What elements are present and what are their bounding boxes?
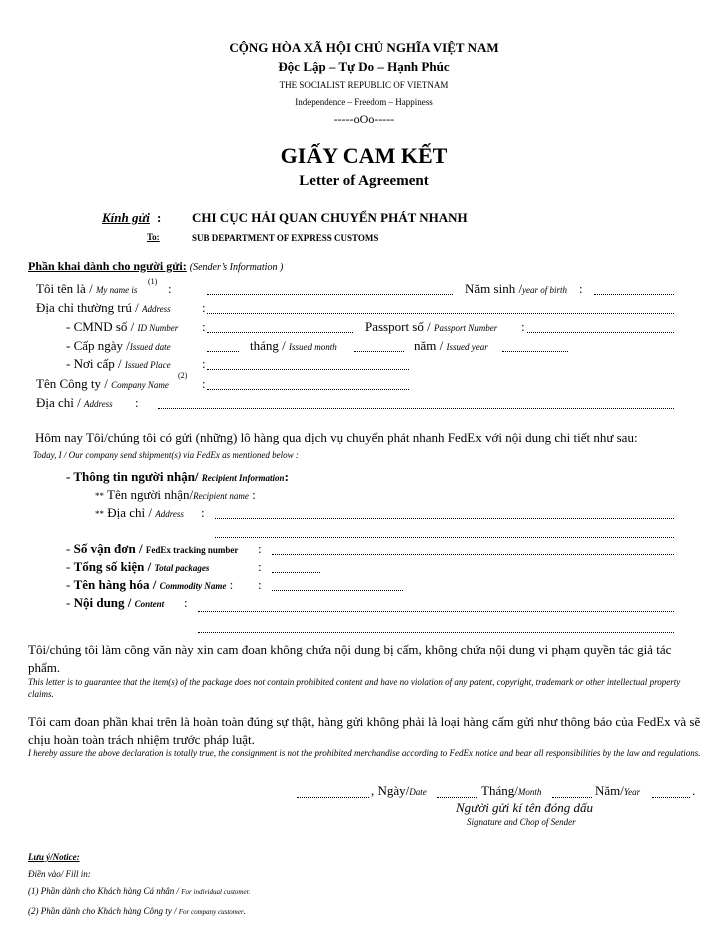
signature-label-vn: Người gửi kí tên đóng dấu xyxy=(456,800,594,815)
recipient-name-label-en: Recipient name xyxy=(193,491,249,501)
birth-label-vn: Năm sinh / xyxy=(465,281,523,296)
date-day-field[interactable] xyxy=(437,797,477,798)
sign-month-label-vn: Tháng/ xyxy=(481,783,518,798)
sign-month-label-en: Month xyxy=(517,787,542,797)
shipment-intro-en: Today, I / Our company send shipment(s) via FedEx as mentioned below : xyxy=(33,450,299,460)
company-label-en: Company Name xyxy=(111,380,169,390)
content-label-en: Content xyxy=(134,599,165,609)
sign-year-label xyxy=(595,783,640,799)
content-colon: : xyxy=(184,595,188,610)
date-month-field[interactable] xyxy=(552,797,592,798)
issued-month-field[interactable] xyxy=(354,351,404,352)
company-label-vn: Tên Công ty / xyxy=(36,376,108,391)
company-address-colon: : xyxy=(135,395,139,410)
issued-place-field[interactable] xyxy=(207,369,409,370)
company-name-field[interactable] xyxy=(207,389,409,390)
issued-year-field[interactable] xyxy=(502,351,568,352)
commodity-field[interactable] xyxy=(272,590,403,591)
passport-label-vn: Passport số / xyxy=(365,319,431,334)
packages-label-vn: Tổng số kiện / xyxy=(73,559,152,574)
issued-day-field[interactable] xyxy=(207,351,239,352)
issued-year-label xyxy=(414,338,488,354)
notice-2: (2) Phần dành cho Khách hàng Công ty / For company customer. xyxy=(28,906,246,916)
issued-year-label-vn: năm / xyxy=(414,338,444,353)
issued-month-label-vn: tháng / xyxy=(250,338,286,353)
tracking-number-field[interactable] xyxy=(272,554,674,555)
notice-1-vn: (1) Phần dành cho Khách hàng Cá nhân / xyxy=(28,886,179,896)
sign-year-label-en: Year xyxy=(623,787,641,797)
total-packages-field[interactable] xyxy=(272,572,320,573)
recipient-name-label-vn: Tên người nhận/ xyxy=(107,487,194,502)
page-subtitle: Letter of Agreement xyxy=(299,173,429,189)
issued-place-label-vn: - Nơi cấp / xyxy=(66,356,122,371)
notice-2-vn: (2) Phần dành cho Khách hàng Công ty / xyxy=(28,906,177,916)
name-field[interactable] xyxy=(207,294,453,295)
passport-colon: : xyxy=(521,319,525,334)
address-field[interactable] xyxy=(207,313,674,314)
recipient-info-vn: - Thông tin người nhận/ xyxy=(66,469,199,484)
issued-month-label xyxy=(250,338,337,354)
header-country-en: THE SOCIALIST REPUBLIC OF VIETNAM xyxy=(279,80,449,90)
date-period: . xyxy=(692,783,696,798)
address-label-en: Address xyxy=(142,304,171,314)
shipment-intro-vn: Hôm nay Tôi/chúng tôi có gửi (những) lô hàng qua dịch vụ chuyển phát nhanh FedEx với nội dung chi tiết như sau: xyxy=(35,430,638,445)
issued-date-label-vn: - Cấp ngày / xyxy=(66,338,130,353)
to-colon: : xyxy=(157,210,162,225)
notice-1-en: For individual customer. xyxy=(181,888,251,896)
place-field[interactable] xyxy=(297,797,369,798)
recipient-address-label-en: Address xyxy=(155,509,184,519)
tracking-label-en: FedEx tracking number xyxy=(145,545,239,555)
header-motto: Độc Lập – Tự Do – Hạnh Phúc xyxy=(278,59,450,74)
header-country: CỘNG HÒA XÃ HỘI CHỦ NGHĨA VIỆT NAM xyxy=(229,40,499,55)
recipient-name-en: SUB DEPARTMENT OF EXPRESS CUSTOMS xyxy=(192,233,379,243)
address-colon: : xyxy=(202,300,206,315)
address-label-vn: Địa chỉ thường trú / xyxy=(36,300,139,315)
recipient-address-field-2[interactable] xyxy=(215,537,674,538)
id-number-field[interactable] xyxy=(207,332,353,333)
birth-label xyxy=(465,281,567,297)
passport-label xyxy=(365,319,497,335)
passport-field[interactable] xyxy=(527,332,674,333)
packages-label-en: Total packages xyxy=(154,563,210,573)
commodity-label-vn: Tên hàng hóa / xyxy=(73,577,157,592)
header-motto-en: Independence – Freedom – Happiness xyxy=(295,97,433,107)
id-label-en: ID Number xyxy=(137,323,179,333)
packages-label: - Tổng số kiện / Total packages xyxy=(66,559,210,574)
page-title: GIẤY CAM KẾT xyxy=(280,143,448,168)
id-label-vn: - CMND số / xyxy=(66,319,135,334)
date-year-field[interactable] xyxy=(652,797,690,798)
company-colon: : xyxy=(202,376,206,391)
name-colon: : xyxy=(168,281,172,296)
address-label xyxy=(36,300,171,316)
passport-label-en: Passport Number xyxy=(433,323,498,333)
id-label xyxy=(66,319,178,335)
company-label xyxy=(36,376,169,392)
content-field-2[interactable] xyxy=(198,632,674,633)
name-label-vn: Tôi tên là / xyxy=(36,281,93,296)
company-address-label xyxy=(36,395,113,411)
content-field-1[interactable] xyxy=(198,611,674,612)
notice-2-en: For company customer xyxy=(178,908,244,916)
recipient-name-label: ** Tên người nhận/Recipient name : xyxy=(95,487,256,502)
issued-place-label-en: Issued Place xyxy=(124,360,171,370)
sender-heading-vn: Phần khai dành cho người gửi: xyxy=(28,259,187,273)
recipient-address-colon: : xyxy=(201,505,205,520)
bullet-stars: ** xyxy=(95,509,104,519)
signature-label-en: Signature and Chop of Sender xyxy=(467,817,576,827)
company-address-label-en: Address xyxy=(84,399,113,409)
recipient-address-field-1[interactable] xyxy=(215,518,674,519)
tracking-colon: : xyxy=(258,541,262,556)
recipient-name-vn: CHI CỤC HẢI QUAN CHUYỂN PHÁT NHANH xyxy=(192,210,468,225)
issued-month-label-en: Issued month xyxy=(289,342,337,352)
notice-1 xyxy=(28,886,250,896)
sender-heading-en: (Sender’s Information ) xyxy=(189,262,284,273)
to-label-en: To: xyxy=(147,232,160,242)
date-label xyxy=(371,783,427,799)
id-colon: : xyxy=(202,319,206,334)
footnote-1-sup: (1) xyxy=(148,277,158,286)
header-separator: -----oOo----- xyxy=(333,112,395,126)
tracking-label-vn: Số vận đơn / xyxy=(73,541,143,556)
birth-label-en: year of birth xyxy=(522,285,568,295)
recipient-info-en: Recipient Information xyxy=(201,473,285,483)
sign-year-label-vn: Năm/ xyxy=(595,783,624,798)
recipient-info-heading: - Thông tin người nhận/ Recipient Information: xyxy=(66,469,289,484)
issued-year-label-en: Issued year xyxy=(446,342,488,352)
date-label-en: Date xyxy=(409,787,427,797)
commodity-label: - Tên hàng hóa / Commodity Name : xyxy=(66,577,234,592)
packages-colon: : xyxy=(258,559,262,574)
declaration-2-vn: Tôi cam đoan phần khai trên là hoàn toàn đúng sự thật, hàng gửi không phải là loại hàng cấm gửi như thông báo của FedEx và sẽ chịu hoàn toàn trách nhiệm trước pháp luật. xyxy=(28,714,701,747)
commodity-label-en: Commodity Name xyxy=(159,581,227,591)
issued-date-label xyxy=(66,338,171,354)
declaration-2-en: I hereby assure the above declaration is totally true, the consignment is not the prohibited merchandise according to FedEx notice and bear all responsibilities by the law and regulations. xyxy=(28,748,701,758)
notice-title: Lưu ý/Notice: xyxy=(28,852,80,862)
notice-fill: Điền vào/ Fill in: xyxy=(28,869,91,879)
birth-year-field[interactable] xyxy=(594,294,674,295)
declaration-1-en: This letter is to guarantee that the item(s) of the package does not contain prohibited content and have no violation of any patent, copyright, trademark or other intellectual property claims. xyxy=(28,677,681,699)
company-address-field[interactable] xyxy=(158,408,674,409)
issued-place-label xyxy=(66,356,171,372)
sender-heading xyxy=(28,259,283,274)
name-label-en: My name is xyxy=(95,285,138,295)
birth-colon: : xyxy=(579,281,583,296)
recipient-address-label xyxy=(95,505,184,521)
to-label-vn: Kính gửi xyxy=(102,210,150,225)
content-label-vn: Nội dung / xyxy=(73,595,132,610)
tracking-label: - Số vận đơn / FedEx tracking number xyxy=(66,541,239,556)
content-label: - Nội dung / Content xyxy=(66,595,165,610)
commodity-colon: : xyxy=(258,577,262,592)
issued-date-label-en: Issued date xyxy=(129,342,171,352)
recipient-address-label-vn: Địa chỉ / xyxy=(107,505,153,520)
date-label-vn: , Ngày/ xyxy=(371,783,410,798)
sign-month-label xyxy=(481,783,541,799)
name-label xyxy=(36,281,137,297)
declaration-1-vn: Tôi/chúng tôi làm công văn này xin cam đoan không chứa nội dung bị cấm, không chứa nội dung vi phạm quyền tác giả tác phẩm. xyxy=(28,642,672,675)
bullet-stars: ** xyxy=(95,491,104,501)
company-address-label-vn: Địa chỉ / xyxy=(36,395,81,410)
footnote-2-sup: (2) xyxy=(178,371,188,380)
issued-place-colon: : xyxy=(202,356,206,371)
